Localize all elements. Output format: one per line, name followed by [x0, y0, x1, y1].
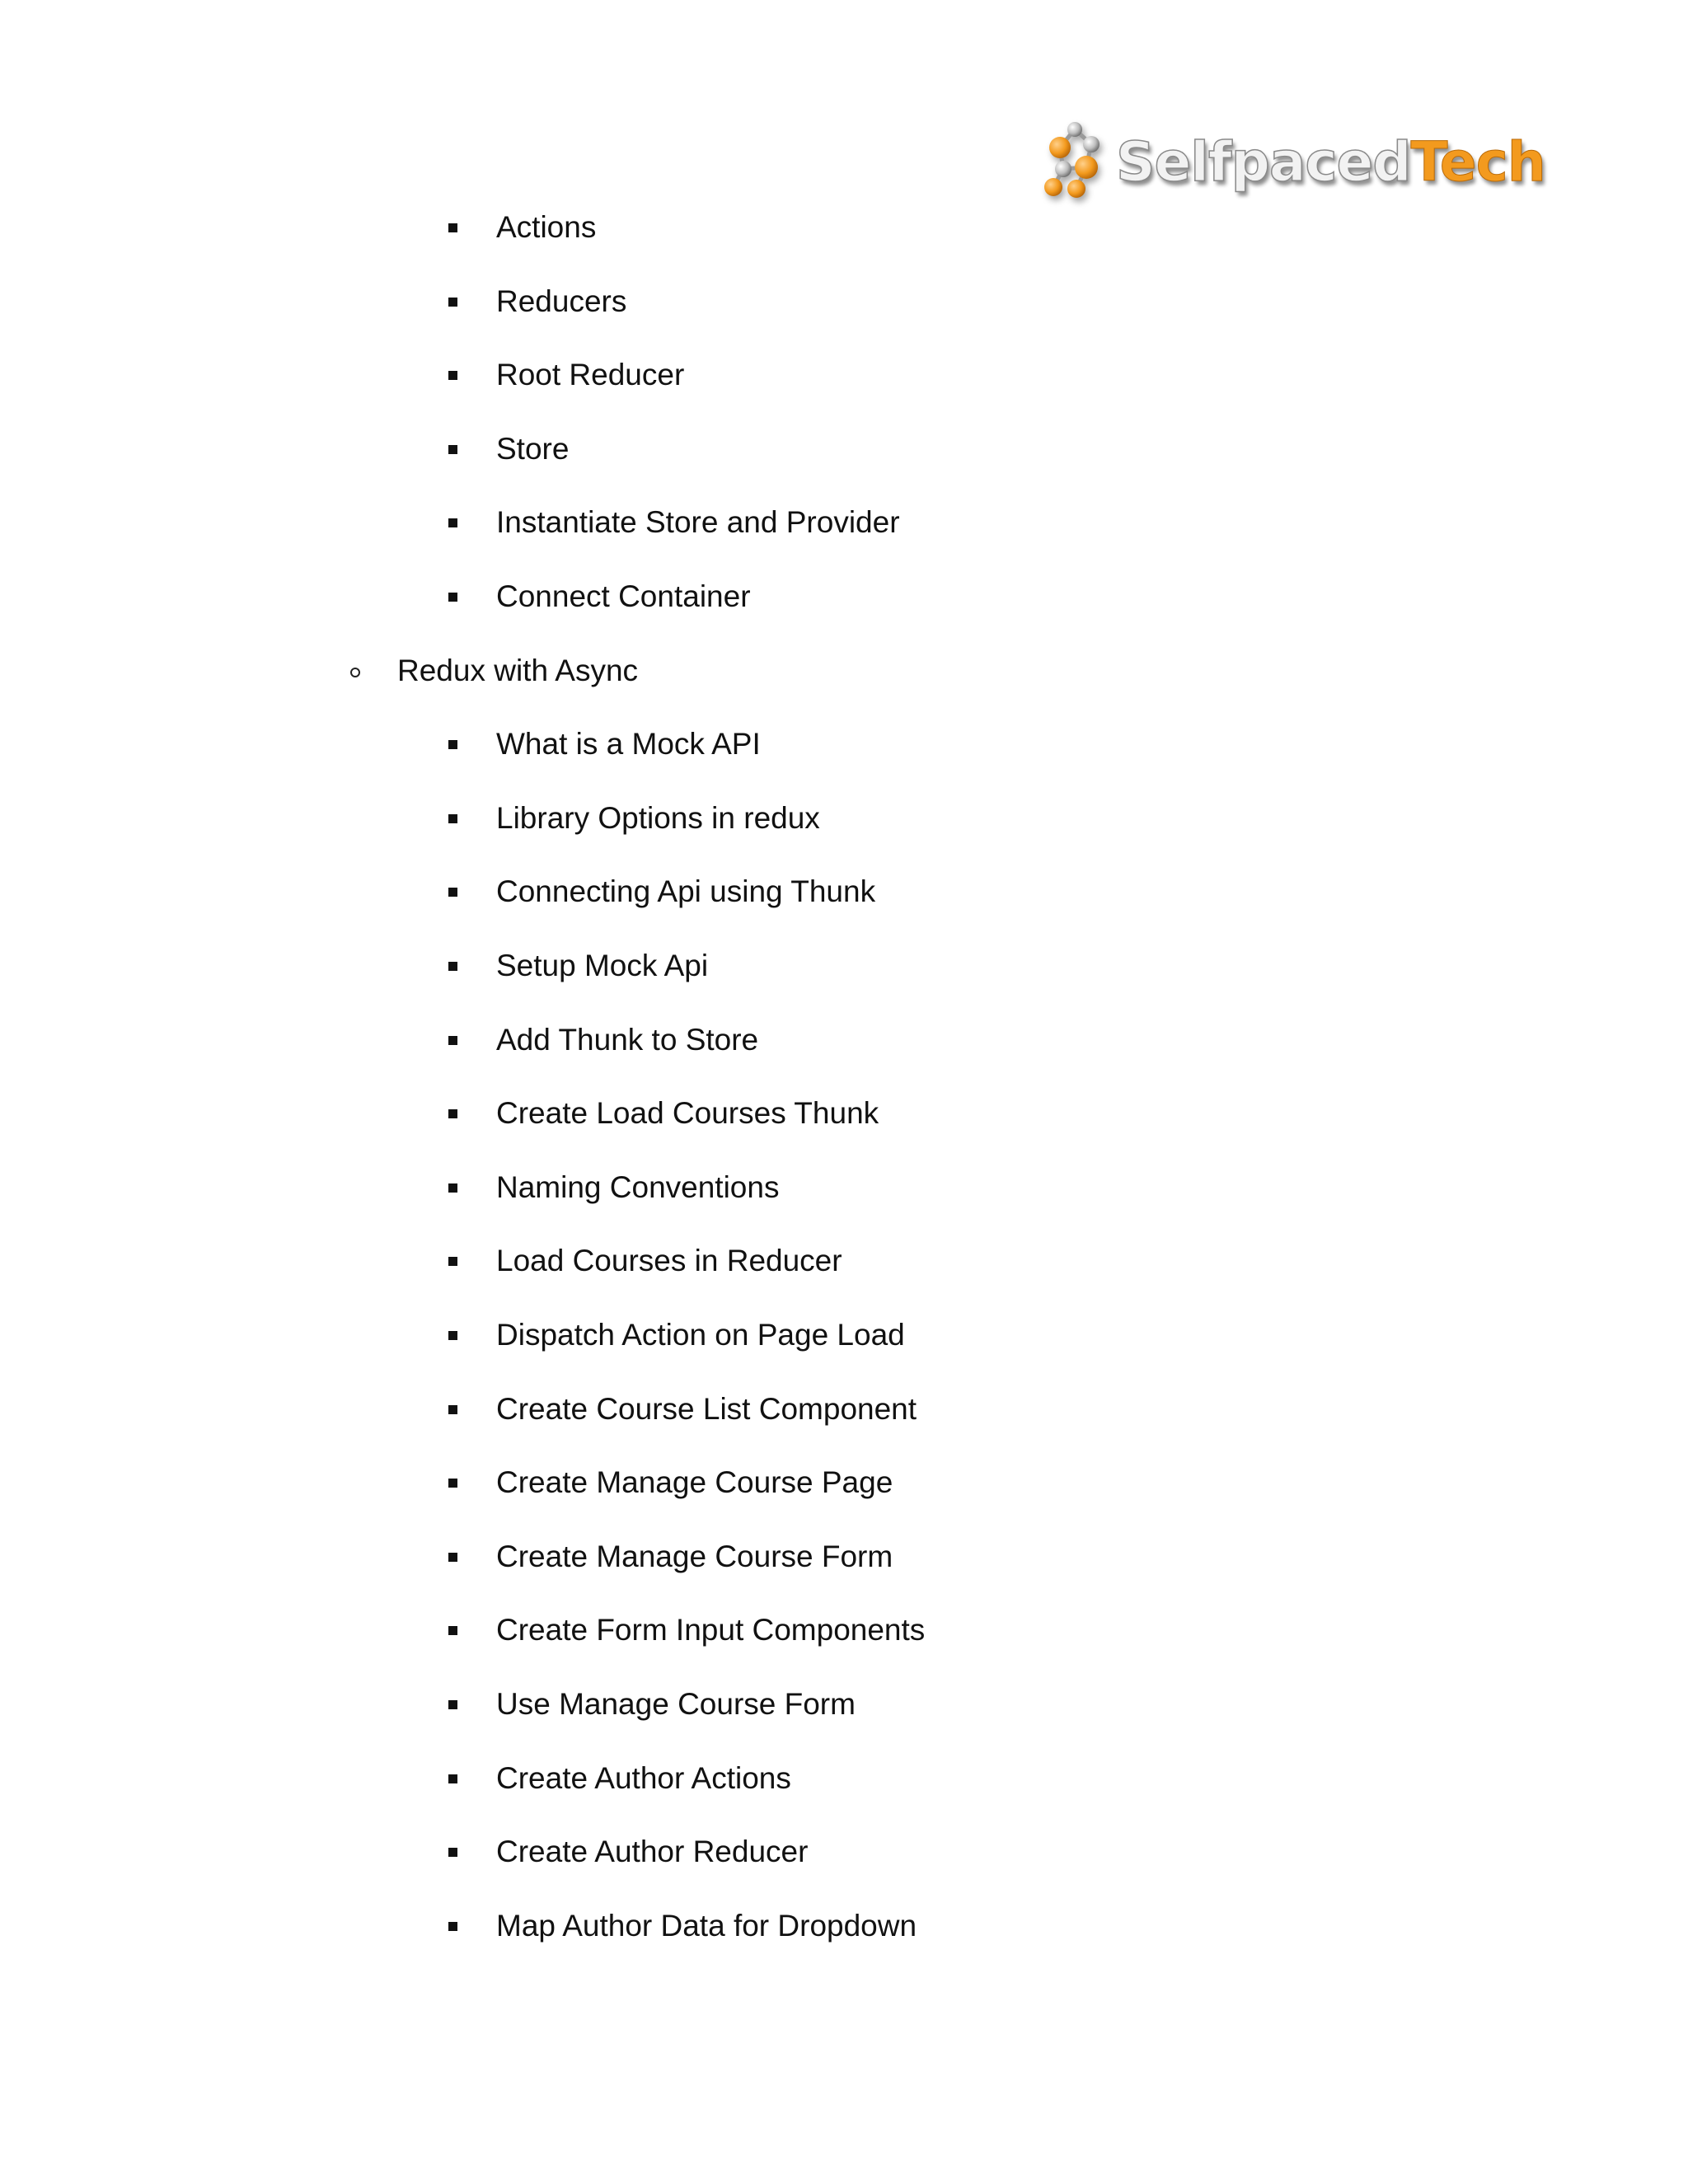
square-bullet-icon	[448, 1848, 457, 1857]
square-bullet-icon	[448, 371, 457, 380]
list-item-label: Use Manage Course Form	[496, 1687, 856, 1721]
list-item-label: Create Course List Component	[496, 1392, 917, 1426]
square-bullet-icon	[448, 1922, 457, 1931]
list-item-label: What is a Mock API	[496, 727, 761, 761]
list-item	[0, 572, 1154, 621]
square-bullet-icon	[448, 1331, 457, 1340]
list-item-label: Redux with Async	[397, 654, 639, 687]
square-bullet-icon	[448, 593, 457, 602]
list-item-label: Add Thunk to Store	[496, 1023, 759, 1057]
list-item	[0, 1015, 1154, 1065]
list-item	[0, 277, 1154, 326]
molecule-logo-icon	[1040, 120, 1109, 205]
list-item	[0, 424, 1154, 474]
square-bullet-icon	[448, 814, 457, 823]
list-item-label: Load Courses in Reducer	[496, 1244, 842, 1277]
square-bullet-icon	[448, 962, 457, 971]
square-bullet-icon	[448, 1626, 457, 1635]
list-item	[0, 203, 1154, 252]
logo-text-tech: Tech	[1410, 130, 1545, 194]
list-item-label: Setup Mock Api	[496, 949, 709, 982]
list-item	[0, 1605, 1154, 1655]
square-bullet-icon	[448, 1257, 457, 1266]
list-item-label: Connecting Api using Thunk	[496, 874, 876, 908]
square-bullet-icon	[448, 518, 457, 527]
list-item	[0, 1236, 1154, 1286]
logo-text-selfpaced: Selfpaced	[1116, 130, 1411, 194]
list-item	[0, 1089, 1154, 1138]
square-bullet-icon	[448, 1553, 457, 1562]
square-bullet-icon	[448, 1700, 457, 1709]
square-bullet-icon	[448, 298, 457, 307]
circle-bullet-icon	[350, 668, 360, 677]
list-item-label: Create Manage Course Page	[496, 1465, 893, 1499]
selfpacedtech-logo	[1040, 114, 1545, 211]
list-item	[0, 1310, 1154, 1360]
list-item	[0, 1385, 1154, 1434]
list-item	[0, 1754, 1154, 1803]
list-item-label: Create Load Courses Thunk	[496, 1096, 879, 1130]
list-item-label: Actions	[496, 210, 597, 244]
list-item-label: Root Reducer	[496, 358, 685, 391]
square-bullet-icon	[448, 445, 457, 454]
list-item-label: Library Options in redux	[496, 801, 820, 835]
square-bullet-icon	[448, 1109, 457, 1118]
logo-wordmark	[1116, 130, 1545, 194]
list-item	[0, 794, 1154, 843]
list-item	[0, 719, 1154, 769]
list-item-label: Instantiate Store and Provider	[496, 505, 900, 539]
list-item-label: Create Form Input Components	[496, 1613, 926, 1647]
list-item-label: Store	[496, 432, 570, 466]
square-bullet-icon	[448, 1036, 457, 1045]
list-item	[0, 1458, 1154, 1507]
list-item-label: Create Author Actions	[496, 1761, 791, 1795]
list-item-label: Create Author Reducer	[496, 1835, 809, 1868]
list-item	[0, 498, 1154, 547]
square-bullet-icon	[448, 1774, 457, 1783]
square-bullet-icon	[448, 1183, 457, 1193]
list-item	[0, 1827, 1154, 1877]
list-item	[0, 941, 1154, 991]
list-item	[0, 350, 1154, 400]
list-item	[0, 1532, 1154, 1582]
square-bullet-icon	[448, 223, 457, 232]
list-item	[0, 867, 1154, 916]
square-bullet-icon	[448, 888, 457, 897]
list-item-label: Map Author Data for Dropdown	[496, 1909, 917, 1943]
list-item-label: Connect Container	[496, 579, 751, 613]
list-item	[0, 1901, 1154, 1951]
list-item-label: Reducers	[496, 284, 627, 318]
list-item	[0, 1163, 1154, 1212]
list-item	[0, 1680, 1154, 1729]
list-item-label: Naming Conventions	[496, 1170, 780, 1204]
square-bullet-icon	[448, 740, 457, 749]
list-item-label: Create Manage Course Form	[496, 1540, 893, 1573]
list-heading	[0, 646, 1154, 696]
list-item-label: Dispatch Action on Page Load	[496, 1318, 905, 1352]
square-bullet-icon	[448, 1479, 457, 1488]
square-bullet-icon	[448, 1405, 457, 1414]
